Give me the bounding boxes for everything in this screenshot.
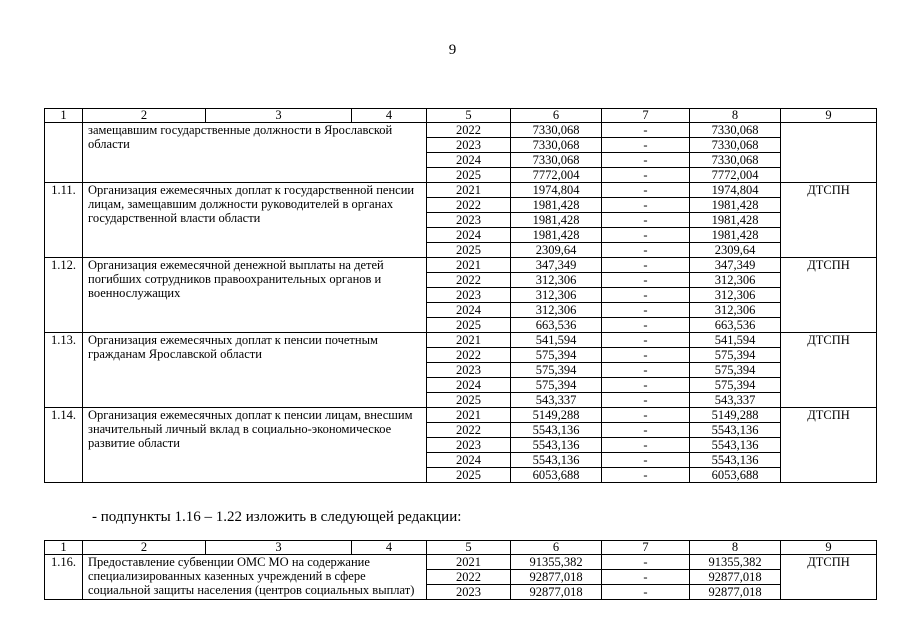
amount-cell: 92877,018 — [511, 570, 602, 585]
amount-cell: 541,594 — [511, 333, 602, 348]
dash-cell: - — [602, 318, 690, 333]
dash-cell: - — [602, 585, 690, 600]
year-cell: 2022 — [427, 570, 511, 585]
year-row — [45, 258, 877, 273]
year-row — [45, 123, 877, 138]
header-cell: 9 — [781, 109, 877, 123]
amount-cell: 5149,288 — [511, 408, 602, 423]
dash-cell: - — [602, 555, 690, 570]
header-row — [45, 109, 877, 123]
amount-cell: 575,394 — [511, 348, 602, 363]
dash-cell: - — [602, 123, 690, 138]
dash-cell: - — [602, 363, 690, 378]
dash-cell: - — [602, 348, 690, 363]
amount-cell: 2309,64 — [511, 243, 602, 258]
dash-cell: - — [602, 570, 690, 585]
executor-cell: ДТСПН — [781, 333, 877, 408]
dash-cell: - — [602, 423, 690, 438]
total-cell: 91355,382 — [690, 555, 781, 570]
total-cell: 7330,068 — [690, 153, 781, 168]
total-cell: 1981,428 — [690, 198, 781, 213]
total-cell: 312,306 — [690, 303, 781, 318]
total-cell: 5543,136 — [690, 423, 781, 438]
header-cell: 5 — [427, 541, 511, 555]
dash-cell: - — [602, 288, 690, 303]
year-cell: 2022 — [427, 348, 511, 363]
amount-cell: 312,306 — [511, 303, 602, 318]
total-cell: 2309,64 — [690, 243, 781, 258]
total-cell: 7772,004 — [690, 168, 781, 183]
header-cell: 1 — [45, 541, 83, 555]
dash-cell: - — [602, 303, 690, 318]
item-number: 1.11. — [45, 183, 83, 258]
header-cell: 3 — [206, 541, 352, 555]
item-description: Организация ежемесячной денежной выплаты на детей погибших сотрудников правоохранительных органов и военнослужащих — [83, 258, 427, 333]
item-number — [45, 123, 83, 183]
year-cell: 2023 — [427, 363, 511, 378]
item-description: Предоставление субвенции ОМС МО на содержание специализированных казенных учреждений в сфере социальной защиты населения (центров социальных выплат) — [83, 555, 427, 600]
dash-cell: - — [602, 438, 690, 453]
header-cell: 6 — [511, 541, 602, 555]
header-cell: 2 — [83, 541, 206, 555]
dash-cell: - — [602, 198, 690, 213]
year-cell: 2022 — [427, 423, 511, 438]
dash-cell: - — [602, 168, 690, 183]
amount-cell: 7330,068 — [511, 123, 602, 138]
amount-cell: 7772,004 — [511, 168, 602, 183]
header-cell: 4 — [352, 541, 427, 555]
year-cell: 2024 — [427, 228, 511, 243]
dash-cell: - — [602, 378, 690, 393]
dash-cell: - — [602, 228, 690, 243]
year-row — [45, 555, 877, 570]
year-cell: 2023 — [427, 438, 511, 453]
amount-cell: 6053,688 — [511, 468, 602, 483]
item-number: 1.14. — [45, 408, 83, 483]
header-cell: 7 — [602, 541, 690, 555]
amount-cell: 543,337 — [511, 393, 602, 408]
year-cell: 2021 — [427, 258, 511, 273]
dash-cell: - — [602, 243, 690, 258]
year-cell: 2023 — [427, 288, 511, 303]
year-cell: 2024 — [427, 453, 511, 468]
amount-cell: 1974,804 — [511, 183, 602, 198]
year-cell: 2022 — [427, 123, 511, 138]
amendment-note: - подпункты 1.16 – 1.22 изложить в следующей редакции: — [92, 509, 462, 525]
year-cell: 2023 — [427, 585, 511, 600]
item-number: 1.12. — [45, 258, 83, 333]
header-cell: 9 — [781, 541, 877, 555]
total-cell: 7330,068 — [690, 138, 781, 153]
amount-cell: 7330,068 — [511, 153, 602, 168]
year-cell: 2024 — [427, 153, 511, 168]
program-table — [44, 108, 877, 483]
amount-cell: 92877,018 — [511, 585, 602, 600]
amount-cell: 91355,382 — [511, 555, 602, 570]
year-cell: 2021 — [427, 408, 511, 423]
item-description: Организация ежемесячных доплат к пенсии лицам, внесшим значительный личный вклад в социально-экономическое развитие области — [83, 408, 427, 483]
header-cell: 7 — [602, 109, 690, 123]
dash-cell: - — [602, 213, 690, 228]
year-row — [45, 408, 877, 423]
year-cell: 2021 — [427, 183, 511, 198]
total-cell: 575,394 — [690, 348, 781, 363]
total-cell: 663,536 — [690, 318, 781, 333]
amount-cell: 575,394 — [511, 378, 602, 393]
year-cell: 2025 — [427, 468, 511, 483]
year-cell: 2023 — [427, 138, 511, 153]
dash-cell: - — [602, 273, 690, 288]
total-cell: 1981,428 — [690, 213, 781, 228]
total-cell: 541,594 — [690, 333, 781, 348]
total-cell: 6053,688 — [690, 468, 781, 483]
total-cell: 92877,018 — [690, 585, 781, 600]
total-cell: 1974,804 — [690, 183, 781, 198]
year-cell: 2025 — [427, 318, 511, 333]
item-number: 1.16. — [45, 555, 83, 600]
header-cell: 4 — [352, 109, 427, 123]
item-description: Организация ежемесячных доплат к пенсии почетным гражданам Ярославской области — [83, 333, 427, 408]
total-cell: 5543,136 — [690, 453, 781, 468]
executor-cell: ДТСПН — [781, 555, 877, 600]
total-cell: 5543,136 — [690, 438, 781, 453]
amount-cell: 1981,428 — [511, 228, 602, 243]
amount-cell: 7330,068 — [511, 138, 602, 153]
header-cell: 8 — [690, 541, 781, 555]
program-table-2 — [44, 540, 877, 600]
amount-cell: 1981,428 — [511, 213, 602, 228]
amount-cell: 5543,136 — [511, 453, 602, 468]
dash-cell: - — [602, 468, 690, 483]
dash-cell: - — [602, 258, 690, 273]
total-cell: 312,306 — [690, 288, 781, 303]
dash-cell: - — [602, 393, 690, 408]
dash-cell: - — [602, 333, 690, 348]
total-cell: 92877,018 — [690, 570, 781, 585]
header-cell: 2 — [83, 109, 206, 123]
amount-cell: 1981,428 — [511, 198, 602, 213]
total-cell: 312,306 — [690, 273, 781, 288]
item-number: 1.13. — [45, 333, 83, 408]
amount-cell: 663,536 — [511, 318, 602, 333]
year-row — [45, 183, 877, 198]
total-cell: 543,337 — [690, 393, 781, 408]
header-cell: 8 — [690, 109, 781, 123]
item-description: замещавшим государственные должности в Ярославской области — [83, 123, 427, 183]
amount-cell: 5543,136 — [511, 438, 602, 453]
dash-cell: - — [602, 453, 690, 468]
executor-cell: ДТСПН — [781, 258, 877, 333]
total-cell: 347,349 — [690, 258, 781, 273]
total-cell: 575,394 — [690, 363, 781, 378]
year-cell: 2022 — [427, 273, 511, 288]
year-cell: 2024 — [427, 303, 511, 318]
year-cell: 2025 — [427, 393, 511, 408]
year-cell: 2023 — [427, 213, 511, 228]
header-cell: 3 — [206, 109, 352, 123]
year-cell: 2024 — [427, 378, 511, 393]
total-cell: 575,394 — [690, 378, 781, 393]
amount-cell: 312,306 — [511, 288, 602, 303]
year-cell: 2021 — [427, 333, 511, 348]
header-row — [45, 541, 877, 555]
amount-cell: 5543,136 — [511, 423, 602, 438]
dash-cell: - — [602, 153, 690, 168]
executor-cell: ДТСПН — [781, 408, 877, 483]
item-description: Организация ежемесячных доплат к государственной пенсии лицам, замещавшим должности руководителей в органах государственной власти области — [83, 183, 427, 258]
year-cell: 2025 — [427, 168, 511, 183]
header-cell: 1 — [45, 109, 83, 123]
header-cell: 6 — [511, 109, 602, 123]
dash-cell: - — [602, 183, 690, 198]
executor-cell — [781, 123, 877, 183]
total-cell: 7330,068 — [690, 123, 781, 138]
dash-cell: - — [602, 138, 690, 153]
year-row — [45, 333, 877, 348]
year-cell: 2021 — [427, 555, 511, 570]
total-cell: 5149,288 — [690, 408, 781, 423]
page-number: 9 — [448, 42, 457, 58]
header-cell: 5 — [427, 109, 511, 123]
dash-cell: - — [602, 408, 690, 423]
amount-cell: 312,306 — [511, 273, 602, 288]
amount-cell: 347,349 — [511, 258, 602, 273]
year-cell: 2025 — [427, 243, 511, 258]
executor-cell: ДТСПН — [781, 183, 877, 258]
year-cell: 2022 — [427, 198, 511, 213]
total-cell: 1981,428 — [690, 228, 781, 243]
amount-cell: 575,394 — [511, 363, 602, 378]
